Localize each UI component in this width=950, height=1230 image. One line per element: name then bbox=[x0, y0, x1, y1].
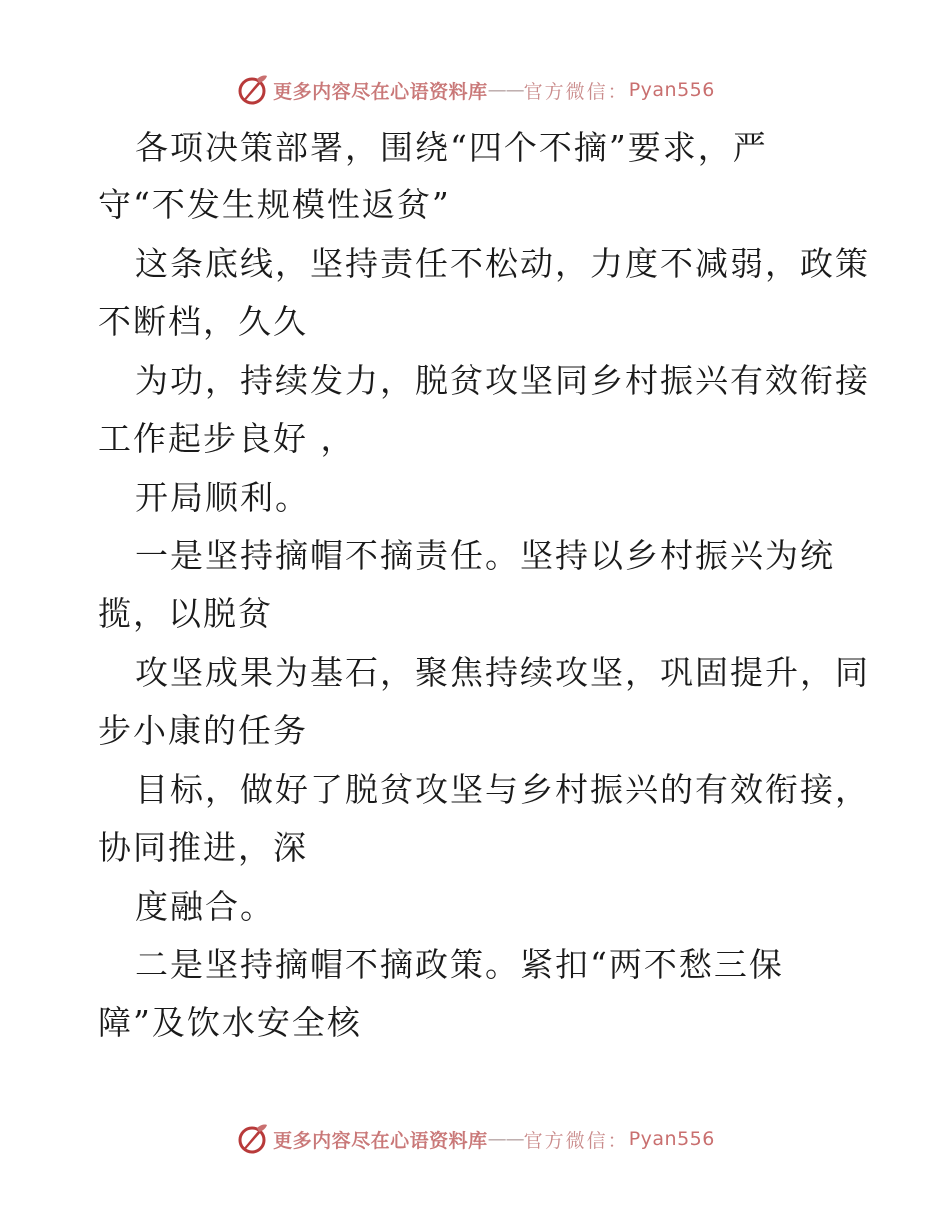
header-banner bbox=[0, 70, 950, 110]
text-line-3: 这条底线，坚持责任不松动，力度不减弱，政策 bbox=[135, 244, 870, 283]
banner-site-name: 更多内容尽在心语资料库 bbox=[273, 1129, 488, 1152]
text-line-4: 不断档，久久 bbox=[98, 302, 308, 341]
quill-pen-logo-icon bbox=[235, 1122, 269, 1156]
banner-site-name: 更多内容尽在心语资料库 bbox=[273, 80, 488, 103]
text-line-8: 一是坚持摘帽不摘责任。坚持以乡村振兴为统 bbox=[135, 536, 835, 575]
text-line-1: 各项决策部署，围绕“四个不摘”要求，严 bbox=[135, 128, 768, 167]
footer-banner bbox=[0, 1119, 950, 1159]
banner-dash: —— bbox=[487, 1128, 524, 1150]
banner-wechat-label: 官方微信： bbox=[523, 80, 629, 103]
banner-dash: —— bbox=[487, 79, 524, 101]
text-line-10: 攻坚成果为基石，聚焦持续攻坚，巩固提升，同 bbox=[135, 653, 870, 692]
text-line-14: 度融合。 bbox=[135, 887, 275, 926]
text-line-16: 障”及饮水安全核 bbox=[98, 1003, 362, 1042]
text-line-7: 开局顺利。 bbox=[135, 478, 310, 517]
text-line-15: 二是坚持摘帽不摘政策。紧扣“两不愁三保 bbox=[135, 945, 784, 984]
text-line-9: 揽，以脱贫 bbox=[98, 594, 273, 633]
quill-pen-logo-icon bbox=[235, 73, 269, 107]
banner-wechat-id: Pyan556 bbox=[628, 1128, 715, 1150]
text-line-2: 守“不发生规模性返贫” bbox=[98, 185, 451, 224]
text-line-5: 为功，持续发力，脱贫攻坚同乡村振兴有效衔接 bbox=[135, 361, 870, 400]
text-line-11: 步小康的任务 bbox=[98, 711, 308, 750]
text-line-6: 工作起步良好 ， bbox=[98, 419, 356, 458]
text-line-12: 目标，做好了脱贫攻坚与乡村振兴的有效衔接， bbox=[135, 770, 870, 809]
banner-wechat-id: Pyan556 bbox=[628, 79, 715, 101]
text-line-13: 协同推进，深 bbox=[98, 828, 308, 867]
banner-wechat-label: 官方微信： bbox=[523, 1129, 629, 1152]
